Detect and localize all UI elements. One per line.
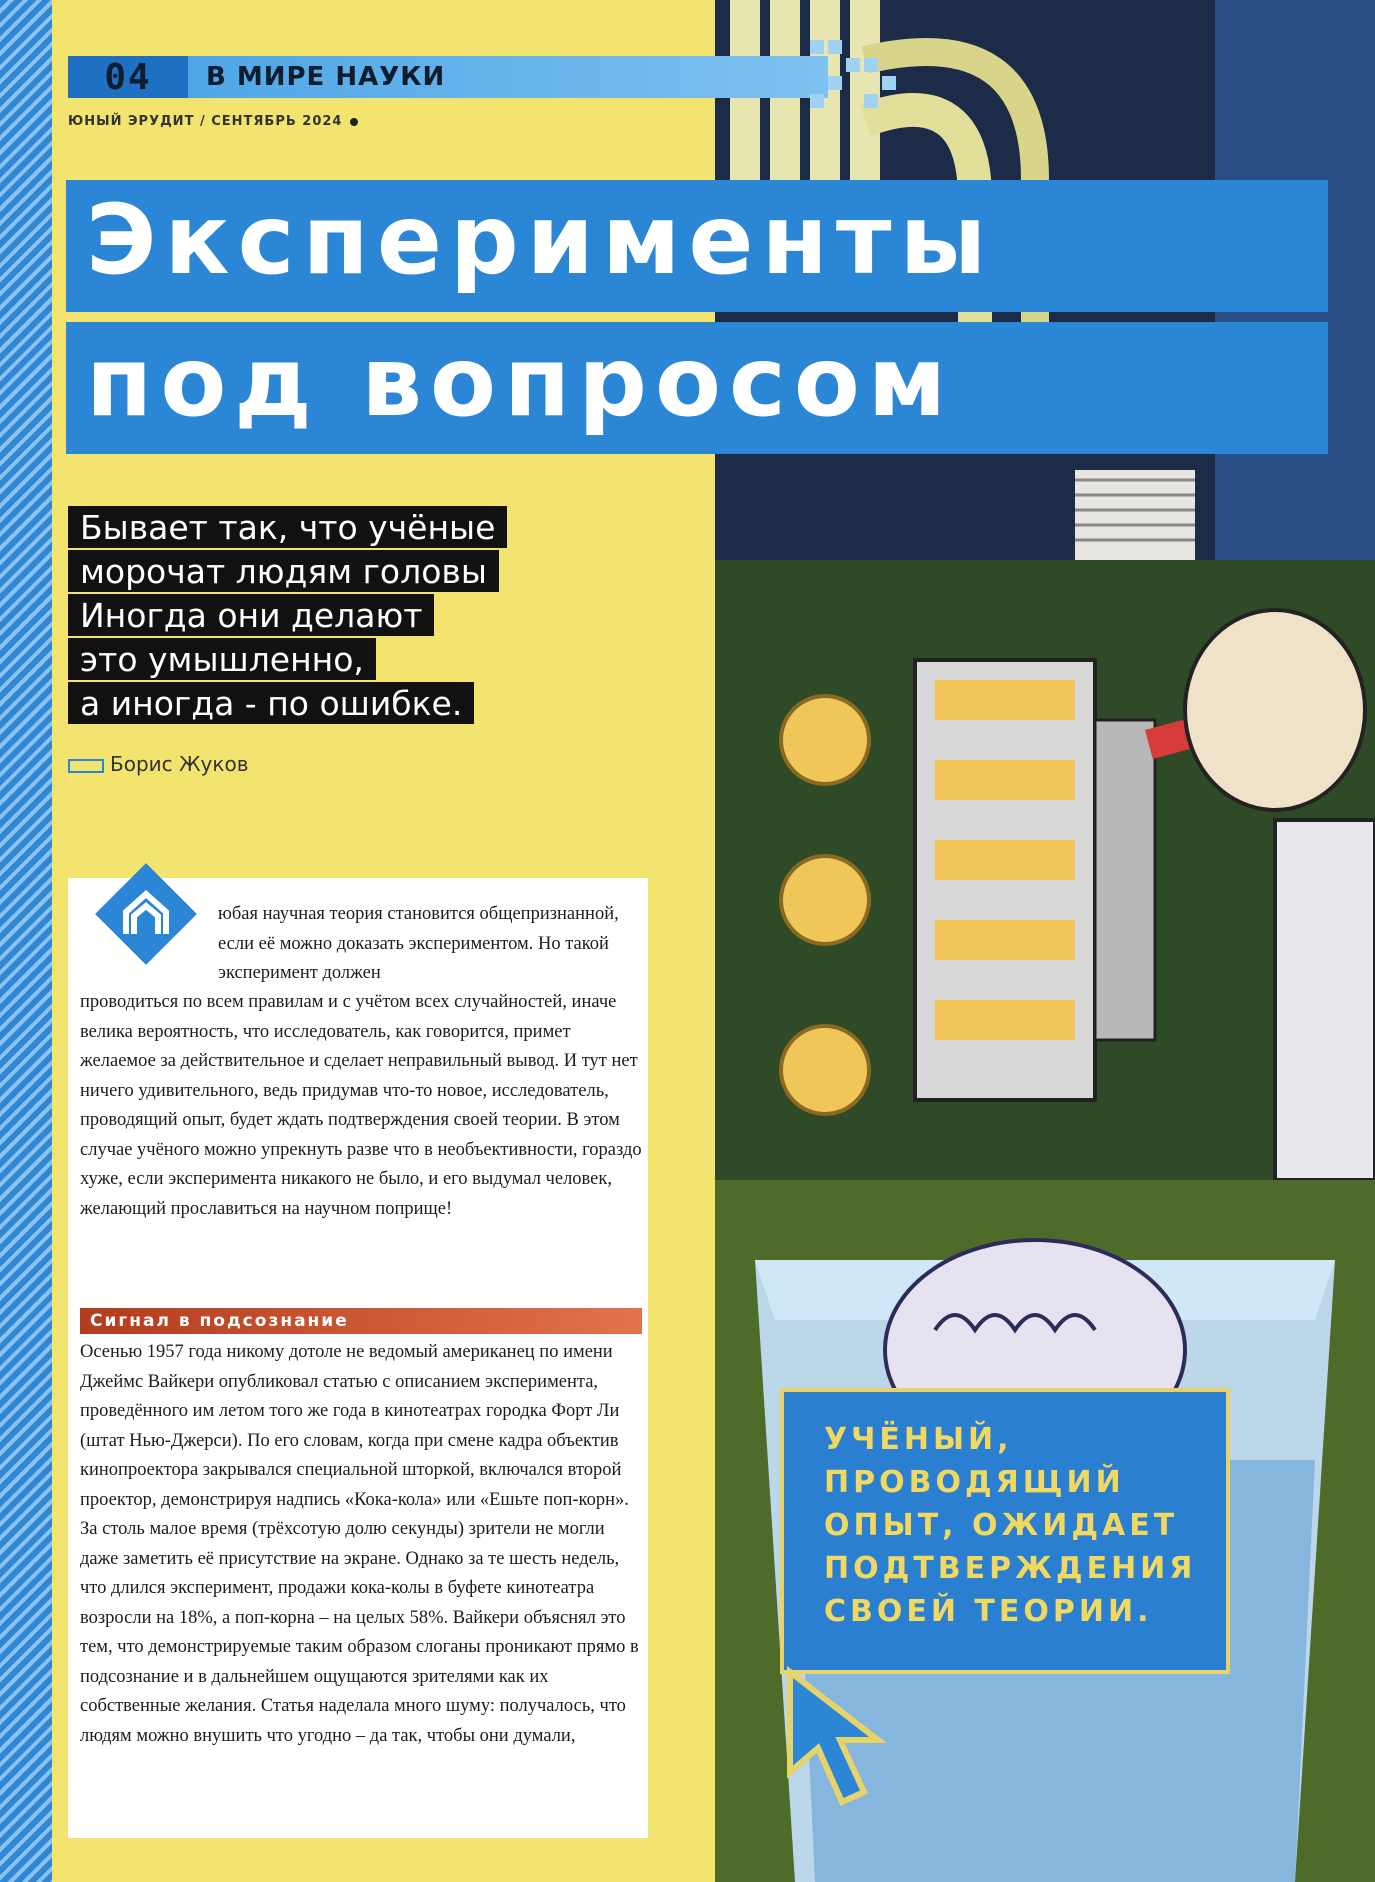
lead-line: морочат людям головы	[68, 550, 499, 592]
issue-meta-text: ЮНЫЙ ЭРУДИТ / СЕНТЯБРЬ 2024	[68, 114, 343, 129]
paragraph-1: проводиться по всем правилам и с учётом всех случайностей, иначе велика вероятность, что исследователь, как говорится, примет желаемое за действительное и сделает неправильный вывод. И тут нет ничего удивительного, ведь придумав что-то новое, исследователь, проводящий опыт, будет ждать подтверждения своей теории. В этом случае учёного можно упрекнуть разве что в необъективности, гораздо хуже, если эксперимента никакого не было, и его выдумал человек, желающий прославиться на научном поприще!	[80, 992, 642, 1219]
author-byline	[68, 752, 249, 776]
lead-line: Бывает так, что учёные	[68, 506, 507, 548]
paragraph-2: Осенью 1957 года никому дотоле не ведомый американец по имени Джеймс Вайкери опубликовал статью с описанием эксперимента, проведённого им летом того же года в кинотеатрах городка Форт Ли (штат Нью-Джерси). По его словам, когда при смене кадра объектив кинопроектора закрывался специальной шторкой, включался второй проектор, демонстрируя надпись «Кока-кола» или «Ешьте поп-корн». За столь малое время (трёхсотую долю секунды) зрители не могли даже заметить её присутствие на экране. Однако за те шесть недель, что длился эксперимент, продажи кока-колы в буфете кинотеатра возросли на 18%, а поп-корна – на целых 58%. Вайкери объяснял это тем, что демонстрируемые таким образом слоганы проникают прямо в подсознание и в дальнейшем ощущаются зрителями как их собственные желания. Статья наделала много шуму: получалось, что людям можно внушить что угодно – да так, чтобы они думали,	[80, 1342, 639, 1746]
section-number: 04	[68, 56, 188, 98]
section-subheading: Сигнал в подсознание	[80, 1308, 642, 1334]
headline-line-2: под вопросом	[66, 322, 1328, 454]
callout-quote: УЧЁНЫЙ, ПРОВОДЯЩИЙ ОПЫТ, ОЖИДАЕТ ПОДТВЕРЖДЕНИЯ СВОЕЙ ТЕОРИИ.	[780, 1388, 1230, 1674]
lead-line: Иногда они делают	[68, 594, 434, 636]
pixel-decoration	[800, 30, 910, 120]
section-title: В МИРЕ НАУКИ	[206, 62, 446, 92]
cursor-arrow-icon	[780, 1662, 920, 1812]
pointer-icon	[68, 759, 104, 773]
striped-margin	[0, 0, 52, 1882]
dropcap-letter-icon	[92, 860, 200, 968]
paragraph-1-start: юбая научная теория становится общепризнанной, если её можно доказать экспериментом. Но такой эксперимент должен	[218, 904, 619, 983]
headline-line-1: Эксперименты	[66, 180, 1328, 312]
lead-line: это умышленно,	[68, 638, 376, 680]
issue-meta	[68, 114, 358, 129]
author-name: Борис Жуков	[110, 752, 249, 776]
bullet-icon	[350, 118, 358, 126]
lead-line: а иногда - по ошибке.	[68, 682, 474, 724]
